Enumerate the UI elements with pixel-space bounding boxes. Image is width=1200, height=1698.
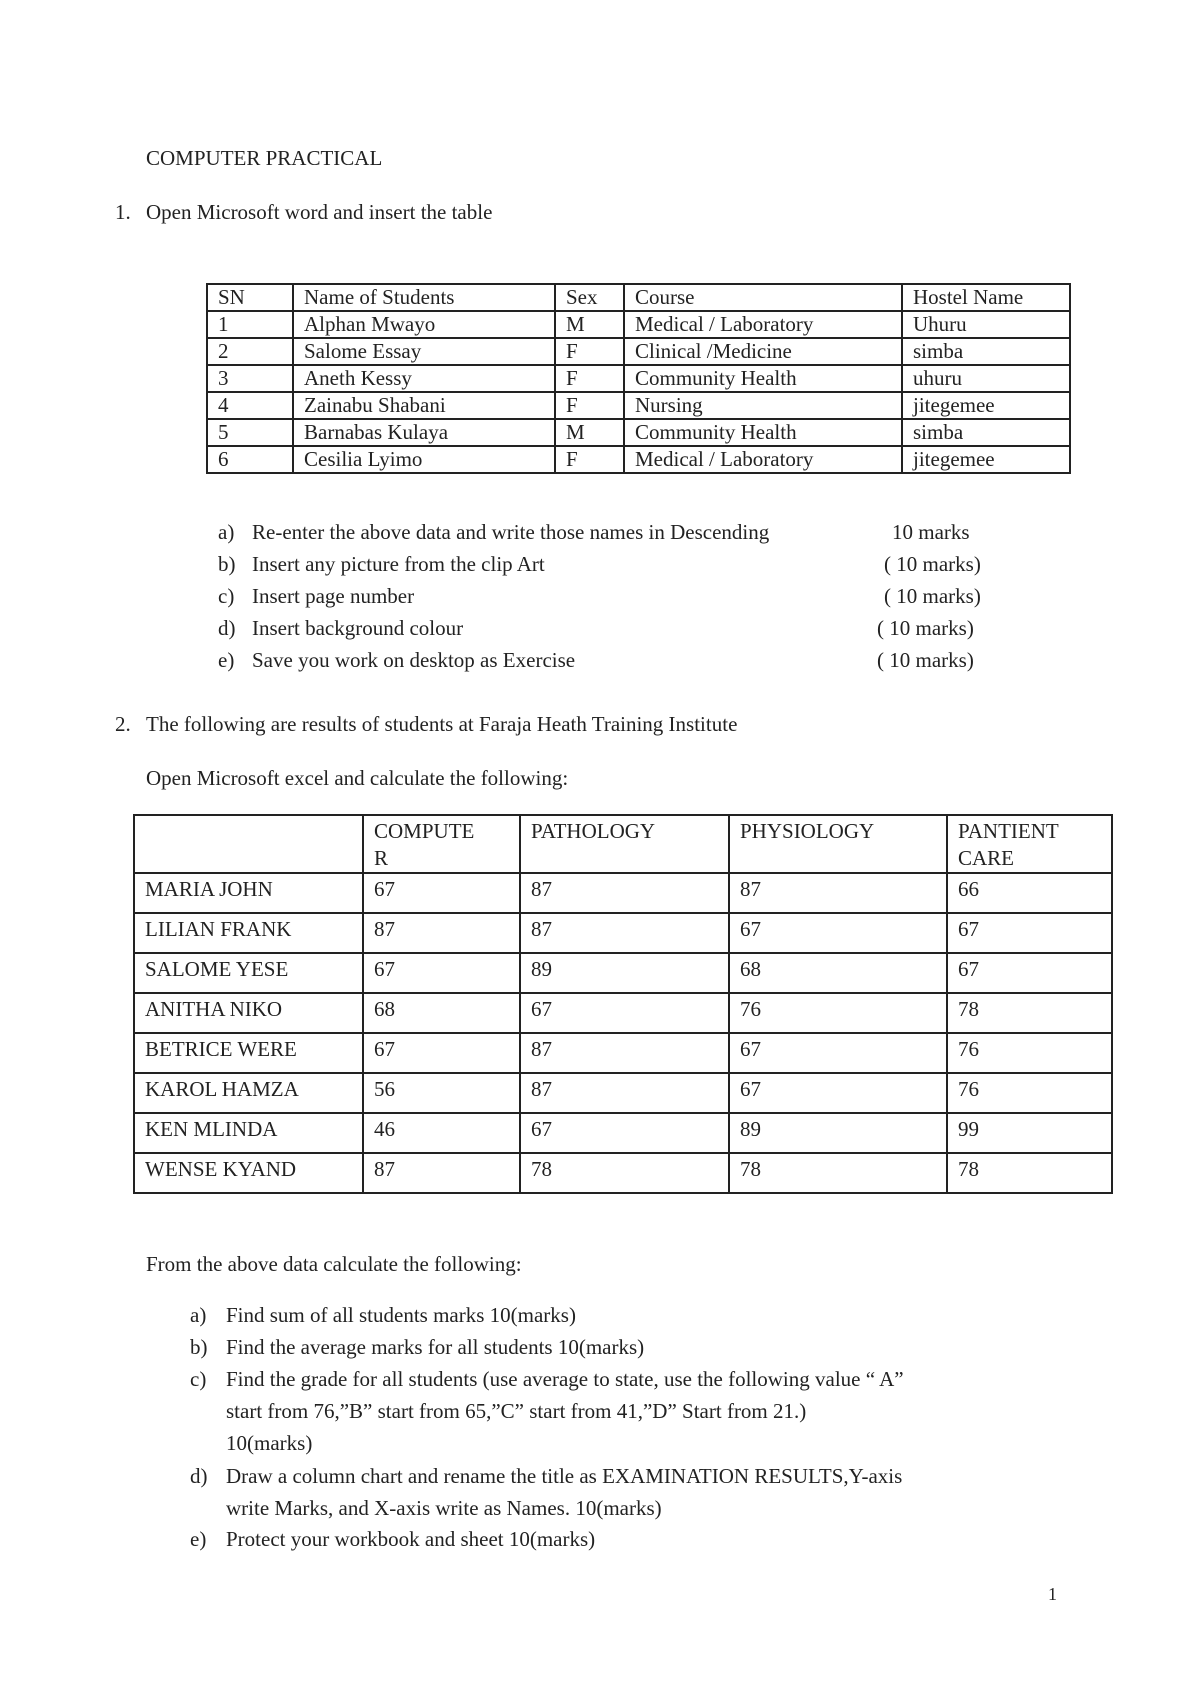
task-text: Find sum of all students marks 10(marks)	[226, 1303, 576, 1327]
cell-course: Medical / Laboratory	[624, 311, 902, 338]
cell-pathology: 87	[520, 913, 729, 953]
header-computer	[363, 815, 520, 873]
cell-pathology: 87	[520, 1073, 729, 1113]
cell-computer: 46	[363, 1113, 520, 1153]
cell-hostel: simba	[902, 419, 1070, 446]
table-row	[207, 365, 1070, 392]
cell-hostel: jitegemee	[902, 446, 1070, 473]
table-row	[134, 1033, 1112, 1073]
cell-course: Medical / Laboratory	[624, 446, 902, 473]
task-text: 10(marks)	[226, 1431, 313, 1455]
cell-name: Zainabu Shabani	[293, 392, 555, 419]
table-row	[207, 392, 1070, 419]
cell-sex: F	[555, 338, 624, 365]
cell-patient-care: 78	[947, 1153, 1112, 1193]
cell-sn: 6	[207, 446, 293, 473]
cell-sex: M	[555, 419, 624, 446]
students-table-header-row	[207, 284, 1070, 311]
cell-course: Community Health	[624, 365, 902, 392]
cell-student-name: WENSE KYAND	[134, 1153, 363, 1193]
cell-pathology: 89	[520, 953, 729, 993]
cell-course: Clinical /Medicine	[624, 338, 902, 365]
task-letter: a)	[218, 520, 235, 544]
page-number: 1	[1048, 1584, 1057, 1604]
cell-sn: 2	[207, 338, 293, 365]
cell-sn: 1	[207, 311, 293, 338]
table-row	[134, 953, 1112, 993]
task-text: Insert background colour	[252, 616, 464, 640]
table-row	[207, 338, 1070, 365]
cell-computer: 87	[363, 913, 520, 953]
cell-physiology: 89	[729, 1113, 947, 1153]
task-text: start from 76,”B” start from 65,”C” start from 41,”D” Start from 21.)	[226, 1399, 807, 1423]
page-title: COMPUTER PRACTICAL	[146, 146, 383, 170]
task-letter: d)	[218, 616, 236, 640]
cell-pathology: 87	[520, 1033, 729, 1073]
header-pathology: PATHOLOGY	[520, 815, 729, 873]
cell-student-name: MARIA JOHN	[134, 873, 363, 913]
task-letter: c)	[218, 584, 235, 608]
table-row	[207, 419, 1070, 446]
table-row	[134, 993, 1112, 1033]
cell-patient-care: 67	[947, 953, 1112, 993]
header-blank	[134, 815, 363, 873]
cell-hostel: simba	[902, 338, 1070, 365]
cell-hostel: jitegemee	[902, 392, 1070, 419]
cell-computer: 67	[363, 873, 520, 913]
cell-hostel: uhuru	[902, 365, 1070, 392]
task-letter: d)	[190, 1464, 208, 1488]
cell-pathology: 78	[520, 1153, 729, 1193]
students-table	[206, 283, 1071, 474]
header-name: Name of Students	[293, 284, 555, 311]
cell-sex: M	[555, 311, 624, 338]
cell-patient-care: 66	[947, 873, 1112, 913]
question-2-text: The following are results of students at Faraja Heath Training Institute	[146, 712, 738, 736]
task-text: Protect your workbook and sheet 10(marks)	[226, 1527, 596, 1551]
cell-physiology: 67	[729, 1073, 947, 1113]
header-line: COMPUTE	[374, 819, 475, 843]
header-physiology: PHYSIOLOGY	[729, 815, 947, 873]
cell-patient-care: 76	[947, 1033, 1112, 1073]
table-row	[134, 1153, 1112, 1193]
header-patient-care	[947, 815, 1112, 873]
cell-patient-care: 76	[947, 1073, 1112, 1113]
cell-sex: F	[555, 446, 624, 473]
cell-computer: 87	[363, 1153, 520, 1193]
header-hostel: Hostel Name	[902, 284, 1070, 311]
header-line: PANTIENT	[958, 819, 1059, 843]
cell-student-name: SALOME YESE	[134, 953, 363, 993]
cell-computer: 67	[363, 1033, 520, 1073]
cell-patient-care: 99	[947, 1113, 1112, 1153]
task-text: Re-enter the above data and write those names in Descending	[252, 520, 770, 544]
cell-course: Community Health	[624, 419, 902, 446]
table-row	[207, 446, 1070, 473]
results-table	[133, 814, 1113, 1194]
table-row	[134, 873, 1112, 913]
q1-task-c-marks: ( 10 marks)	[884, 584, 981, 608]
table-row	[134, 913, 1112, 953]
cell-hostel: Uhuru	[902, 311, 1070, 338]
results-table-header-row	[134, 815, 1112, 873]
cell-student-name: ANITHA NIKO	[134, 993, 363, 1033]
header-sex: Sex	[555, 284, 624, 311]
task-letter: e)	[190, 1527, 207, 1551]
task-text: Draw a column chart and rename the title as EXAMINATION RESULTS,Y-axis	[226, 1464, 903, 1488]
cell-patient-care: 67	[947, 913, 1112, 953]
table-row	[207, 311, 1070, 338]
cell-computer: 67	[363, 953, 520, 993]
task-text: Find the average marks for all students 10(marks)	[226, 1335, 645, 1359]
header-course: Course	[624, 284, 902, 311]
cell-student-name: KEN MLINDA	[134, 1113, 363, 1153]
cell-sex: F	[555, 365, 624, 392]
task-letter: b)	[190, 1335, 208, 1359]
cell-sn: 5	[207, 419, 293, 446]
q1-task-e-marks: ( 10 marks)	[877, 648, 974, 672]
cell-student-name: BETRICE WERE	[134, 1033, 363, 1073]
cell-physiology: 76	[729, 993, 947, 1033]
cell-sn: 3	[207, 365, 293, 392]
cell-pathology: 67	[520, 1113, 729, 1153]
cell-name: Cesilia Lyimo	[293, 446, 555, 473]
calculate-instruction: From the above data calculate the following:	[146, 1252, 522, 1276]
q1-task-b-marks: ( 10 marks)	[884, 552, 981, 576]
header-line: R	[374, 846, 389, 870]
table-row	[134, 1073, 1112, 1113]
header-sn: SN	[207, 284, 293, 311]
cell-pathology: 87	[520, 873, 729, 913]
cell-sn: 4	[207, 392, 293, 419]
task-text: Save you work on desktop as Exercise	[252, 648, 576, 672]
cell-name: Alphan Mwayo	[293, 311, 555, 338]
cell-physiology: 67	[729, 913, 947, 953]
task-letter: e)	[218, 648, 235, 672]
q1-task-d-marks: ( 10 marks)	[877, 616, 974, 640]
cell-pathology: 67	[520, 993, 729, 1033]
cell-sex: F	[555, 392, 624, 419]
table-row	[134, 1113, 1112, 1153]
task-text: Find the grade for all students (use average to state, use the following value “ A”	[226, 1367, 904, 1391]
question-1-number: 1.	[115, 200, 131, 224]
cell-computer: 68	[363, 993, 520, 1033]
cell-physiology: 68	[729, 953, 947, 993]
task-text: Insert any picture from the clip Art	[252, 552, 545, 576]
cell-student-name: LILIAN FRANK	[134, 913, 363, 953]
task-text: Insert page number	[252, 584, 415, 608]
task-text: write Marks, and X-axis write as Names. 10(marks)	[226, 1496, 662, 1520]
cell-name: Salome Essay	[293, 338, 555, 365]
header-line: CARE	[958, 846, 1015, 870]
question-2-instruction: Open Microsoft excel and calculate the following:	[146, 766, 569, 790]
cell-physiology: 87	[729, 873, 947, 913]
cell-student-name: KAROL HAMZA	[134, 1073, 363, 1113]
task-letter: a)	[190, 1303, 207, 1327]
cell-name: Aneth Kessy	[293, 365, 555, 392]
question-2-number: 2.	[115, 712, 131, 736]
cell-patient-care: 78	[947, 993, 1112, 1033]
task-letter: b)	[218, 552, 236, 576]
question-1-text: Open Microsoft word and insert the table	[146, 200, 493, 224]
cell-physiology: 67	[729, 1033, 947, 1073]
cell-computer: 56	[363, 1073, 520, 1113]
q1-task-a-marks: 10 marks	[892, 520, 970, 544]
task-letter: c)	[190, 1367, 207, 1391]
cell-course: Nursing	[624, 392, 902, 419]
cell-physiology: 78	[729, 1153, 947, 1193]
cell-name: Barnabas Kulaya	[293, 419, 555, 446]
